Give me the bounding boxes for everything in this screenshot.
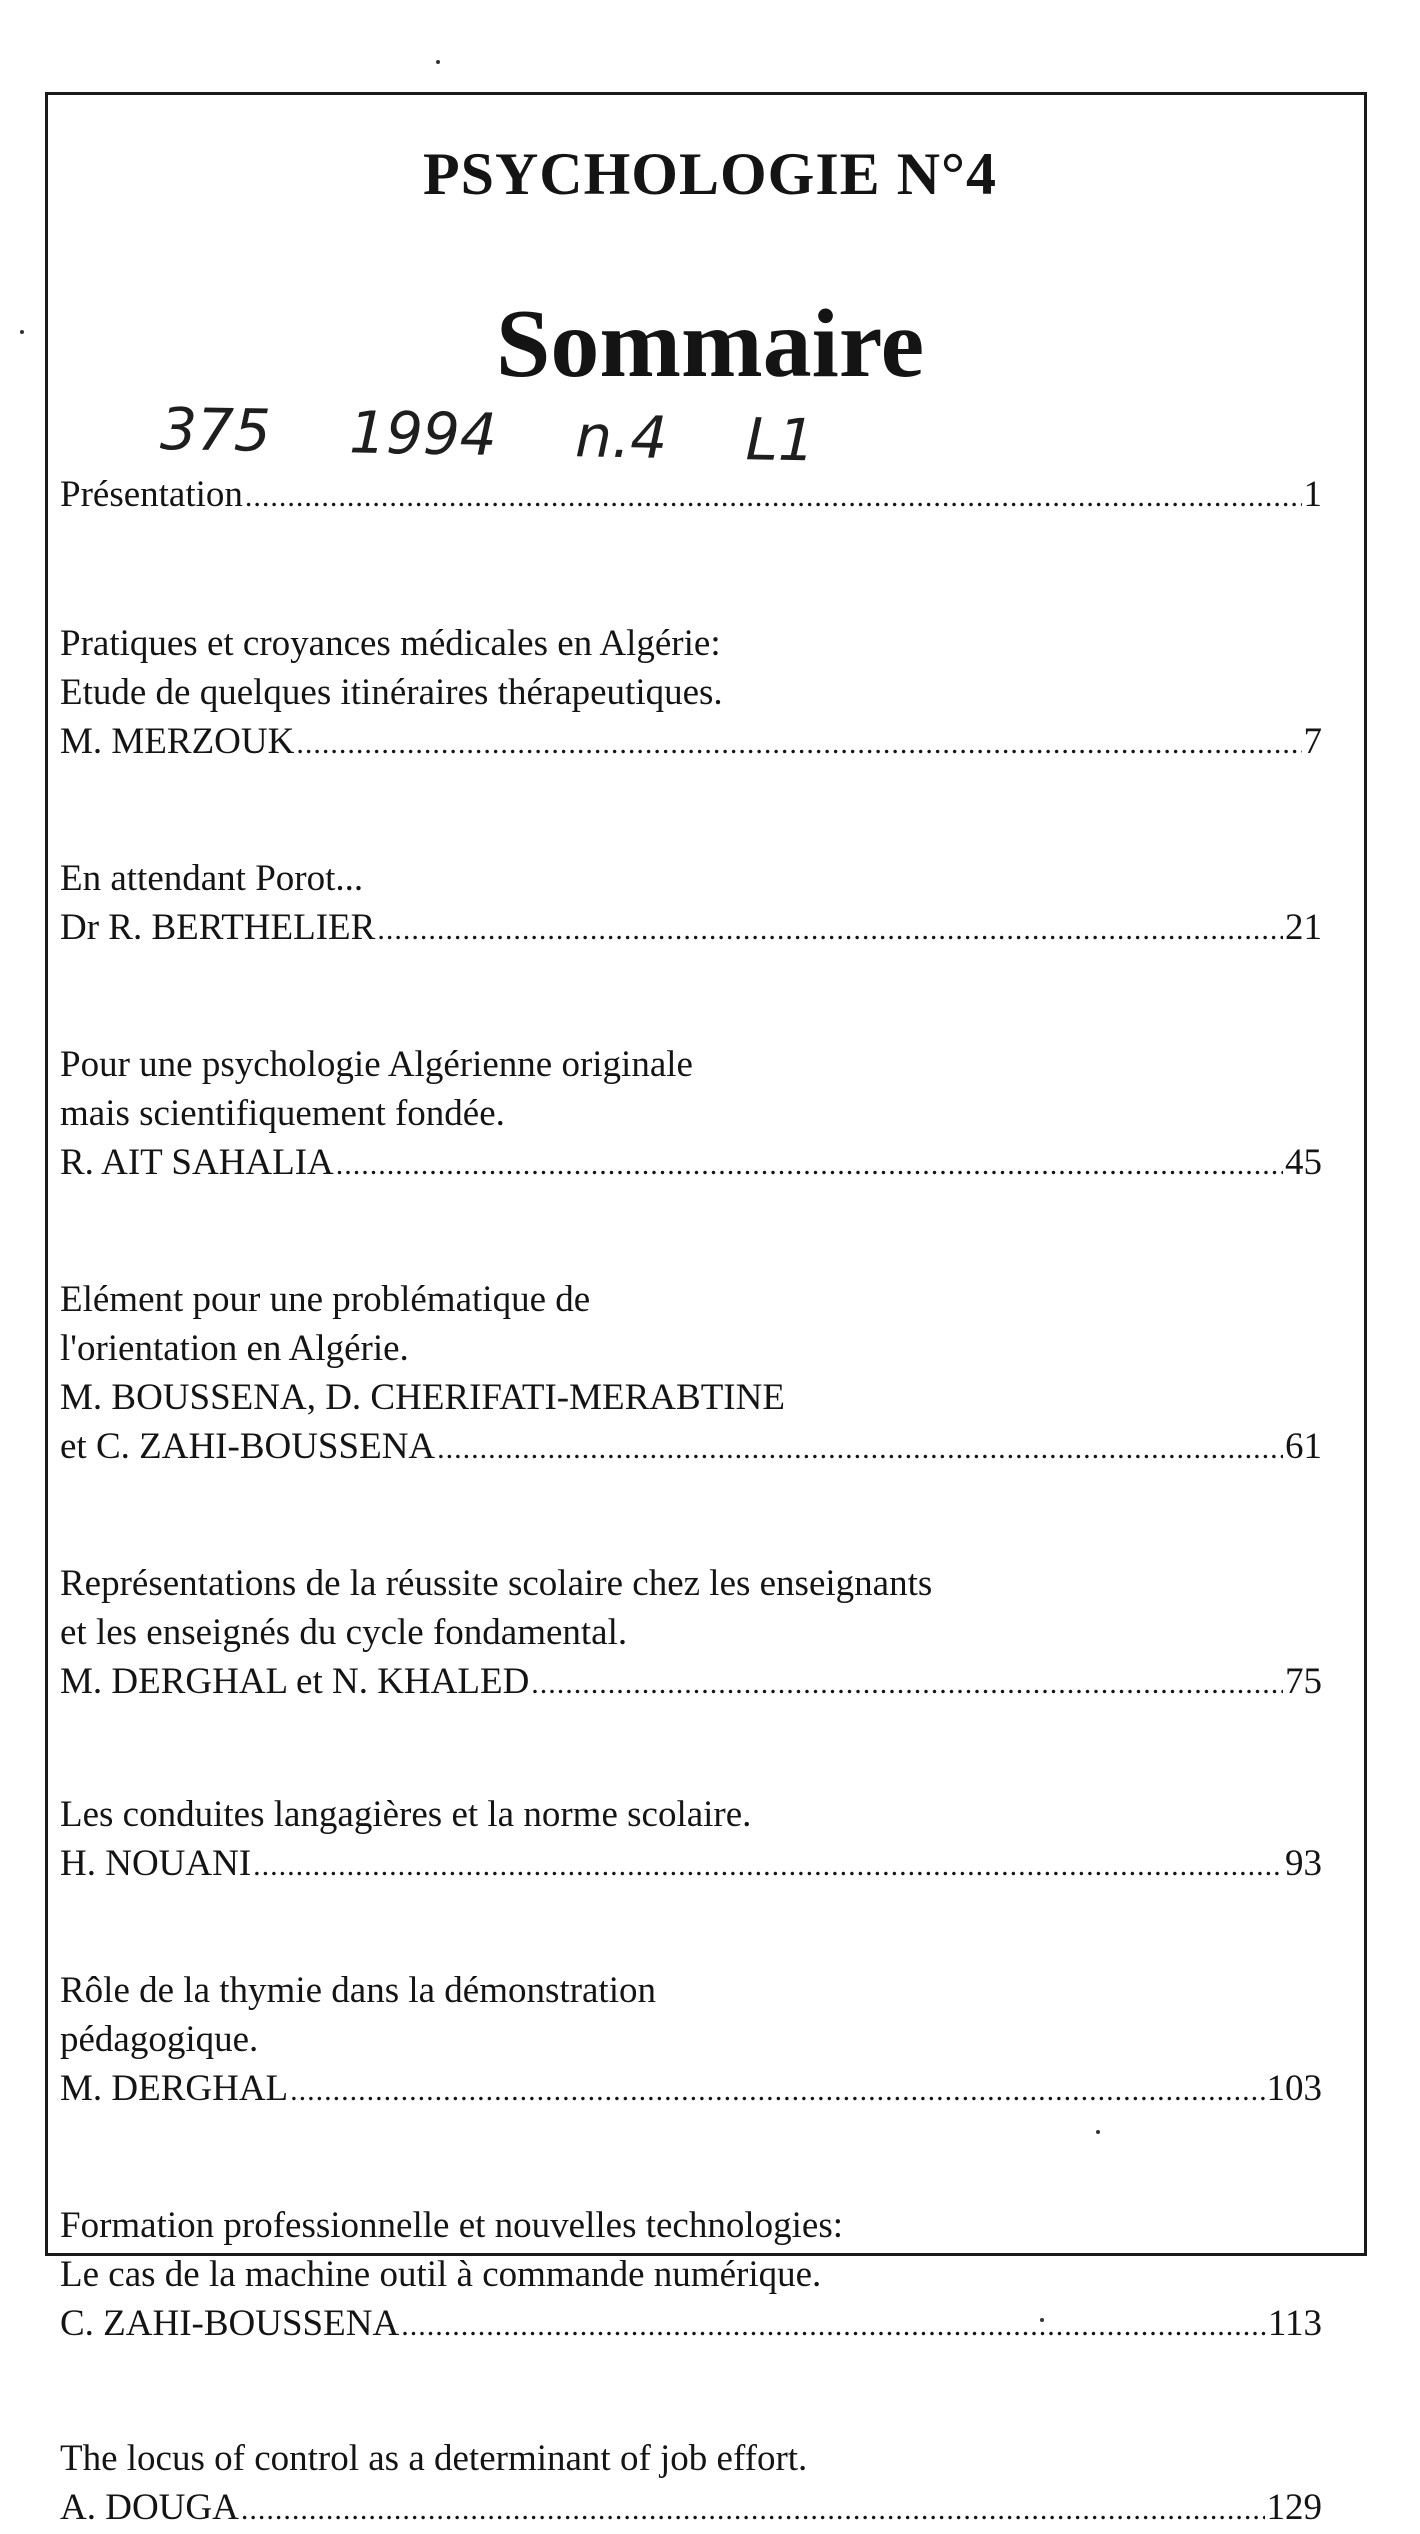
toc-entry-author: A. DOUGA <box>60 2487 239 2528</box>
toc-page-number: 7 <box>1303 721 1322 762</box>
scan-speck <box>1040 2318 1044 2322</box>
toc-entry-leader-line <box>60 903 1322 952</box>
toc-entry-author: H. NOUANI <box>60 1843 252 1884</box>
toc-entry-text: mais scientifiquement fondée. <box>60 1093 505 1134</box>
toc-entry-text: Etude de quelques itinéraires thérapeutiques. <box>60 672 723 713</box>
toc-page-number: 1 <box>1303 474 1322 515</box>
toc-entry-leader-line <box>60 717 1322 766</box>
dot-leader <box>241 2485 1265 2534</box>
toc-page-number: 103 <box>1266 2068 1322 2109</box>
toc-page-number: 129 <box>1266 2487 1322 2528</box>
dot-leader <box>401 2301 1266 2350</box>
toc-entry-leader-line <box>60 2483 1322 2532</box>
toc-entry-author: et C. ZAHI-BOUSSENA <box>60 1426 436 1467</box>
toc-entry-author: M. MERZOUK <box>60 721 295 762</box>
toc-entry-leader-line <box>60 1839 1322 1888</box>
toc-entry-text: Elément pour une problématique de <box>60 1279 591 1320</box>
toc-entry-leader-line <box>60 1657 1322 1706</box>
toc-entry <box>60 2434 1322 2532</box>
toc-entry <box>60 1040 1322 1187</box>
toc-entry-leader-line <box>60 2299 1322 2348</box>
toc-entry-leader-line <box>60 2064 1322 2113</box>
toc-entry-author: C. ZAHI-BOUSSENA <box>60 2303 400 2344</box>
toc-entry <box>60 470 1322 519</box>
toc-page-number: 61 <box>1285 1426 1322 1467</box>
toc-entry <box>60 1275 1322 1471</box>
toc-entry-text: Le cas de la machine outil à commande numérique. <box>60 2254 822 2295</box>
dot-leader <box>245 472 1302 521</box>
toc-entry <box>60 1966 1322 2113</box>
toc-entry-text: Formation professionnelle et nouvelles technologies: <box>60 2205 843 2246</box>
toc-page-number: 113 <box>1267 2303 1322 2344</box>
toc-entry-text: Rôle de la thymie dans la démonstration <box>60 1970 656 2011</box>
toc-entry-text: pédagogique. <box>60 2019 259 2060</box>
toc-entry-text: l'orientation en Algérie. <box>60 1328 409 1369</box>
handwritten-call-number: 375 1994 n.4 L1 <box>159 395 816 475</box>
dot-leader <box>437 1424 1283 1473</box>
dot-leader <box>296 719 1301 768</box>
page-heading: Sommaire <box>495 290 925 398</box>
toc-entry-text: Pratiques et croyances médicales en Algérie: <box>60 623 721 664</box>
toc-entry-text: et les enseignés du cycle fondamental. <box>60 1612 628 1653</box>
dot-leader <box>531 1659 1283 1708</box>
toc-entry-text: M. BOUSSENA, D. CHERIFATI-MERABTINE <box>60 1377 785 1418</box>
toc-page-number: 75 <box>1285 1661 1322 1702</box>
dot-leader <box>377 905 1283 954</box>
toc-entry-author: M. DERGHAL et N. KHALED <box>60 1661 530 1702</box>
dot-leader <box>253 1841 1283 1890</box>
toc-page-number: 45 <box>1285 1142 1322 1183</box>
scan-speck <box>20 330 24 334</box>
scan-speck <box>1096 2130 1100 2134</box>
toc-entry <box>60 2201 1322 2348</box>
toc-entry-text: Les conduites langagières et la norme scolaire. <box>60 1794 752 1835</box>
toc-entry-author: Dr R. BERTHELIER <box>60 907 376 948</box>
toc-entry-leader-line <box>60 470 1322 519</box>
toc-entry-author: M. DERGHAL <box>60 2068 289 2109</box>
journal-title: PSYCHOLOGIE N°4 <box>422 141 998 207</box>
toc-page-number: 21 <box>1285 907 1322 948</box>
toc-entry-text: Pour une psychologie Algérienne originale <box>60 1044 693 1085</box>
table-of-contents <box>60 470 1322 2532</box>
dot-leader <box>290 2066 1264 2115</box>
toc-entry-author: R. AIT SAHALIA <box>60 1142 334 1183</box>
scan-speck <box>436 60 440 64</box>
toc-page-number: 93 <box>1285 1843 1322 1884</box>
toc-entry <box>60 854 1322 952</box>
toc-entry-leader-line <box>60 1138 1322 1187</box>
toc-entry-text: En attendant Porot... <box>60 858 364 899</box>
dot-leader <box>336 1140 1283 1189</box>
toc-entry-text: The locus of control as a determinant of job effort. <box>60 2438 808 2479</box>
toc-entry-author: Présentation <box>60 474 243 515</box>
toc-entry-text: Représentations de la réussite scolaire chez les enseignants <box>60 1563 933 1604</box>
toc-entry-leader-line <box>60 1422 1322 1471</box>
toc-entry <box>60 1559 1322 1706</box>
toc-entry <box>60 619 1322 766</box>
toc-entry <box>60 1790 1322 1888</box>
